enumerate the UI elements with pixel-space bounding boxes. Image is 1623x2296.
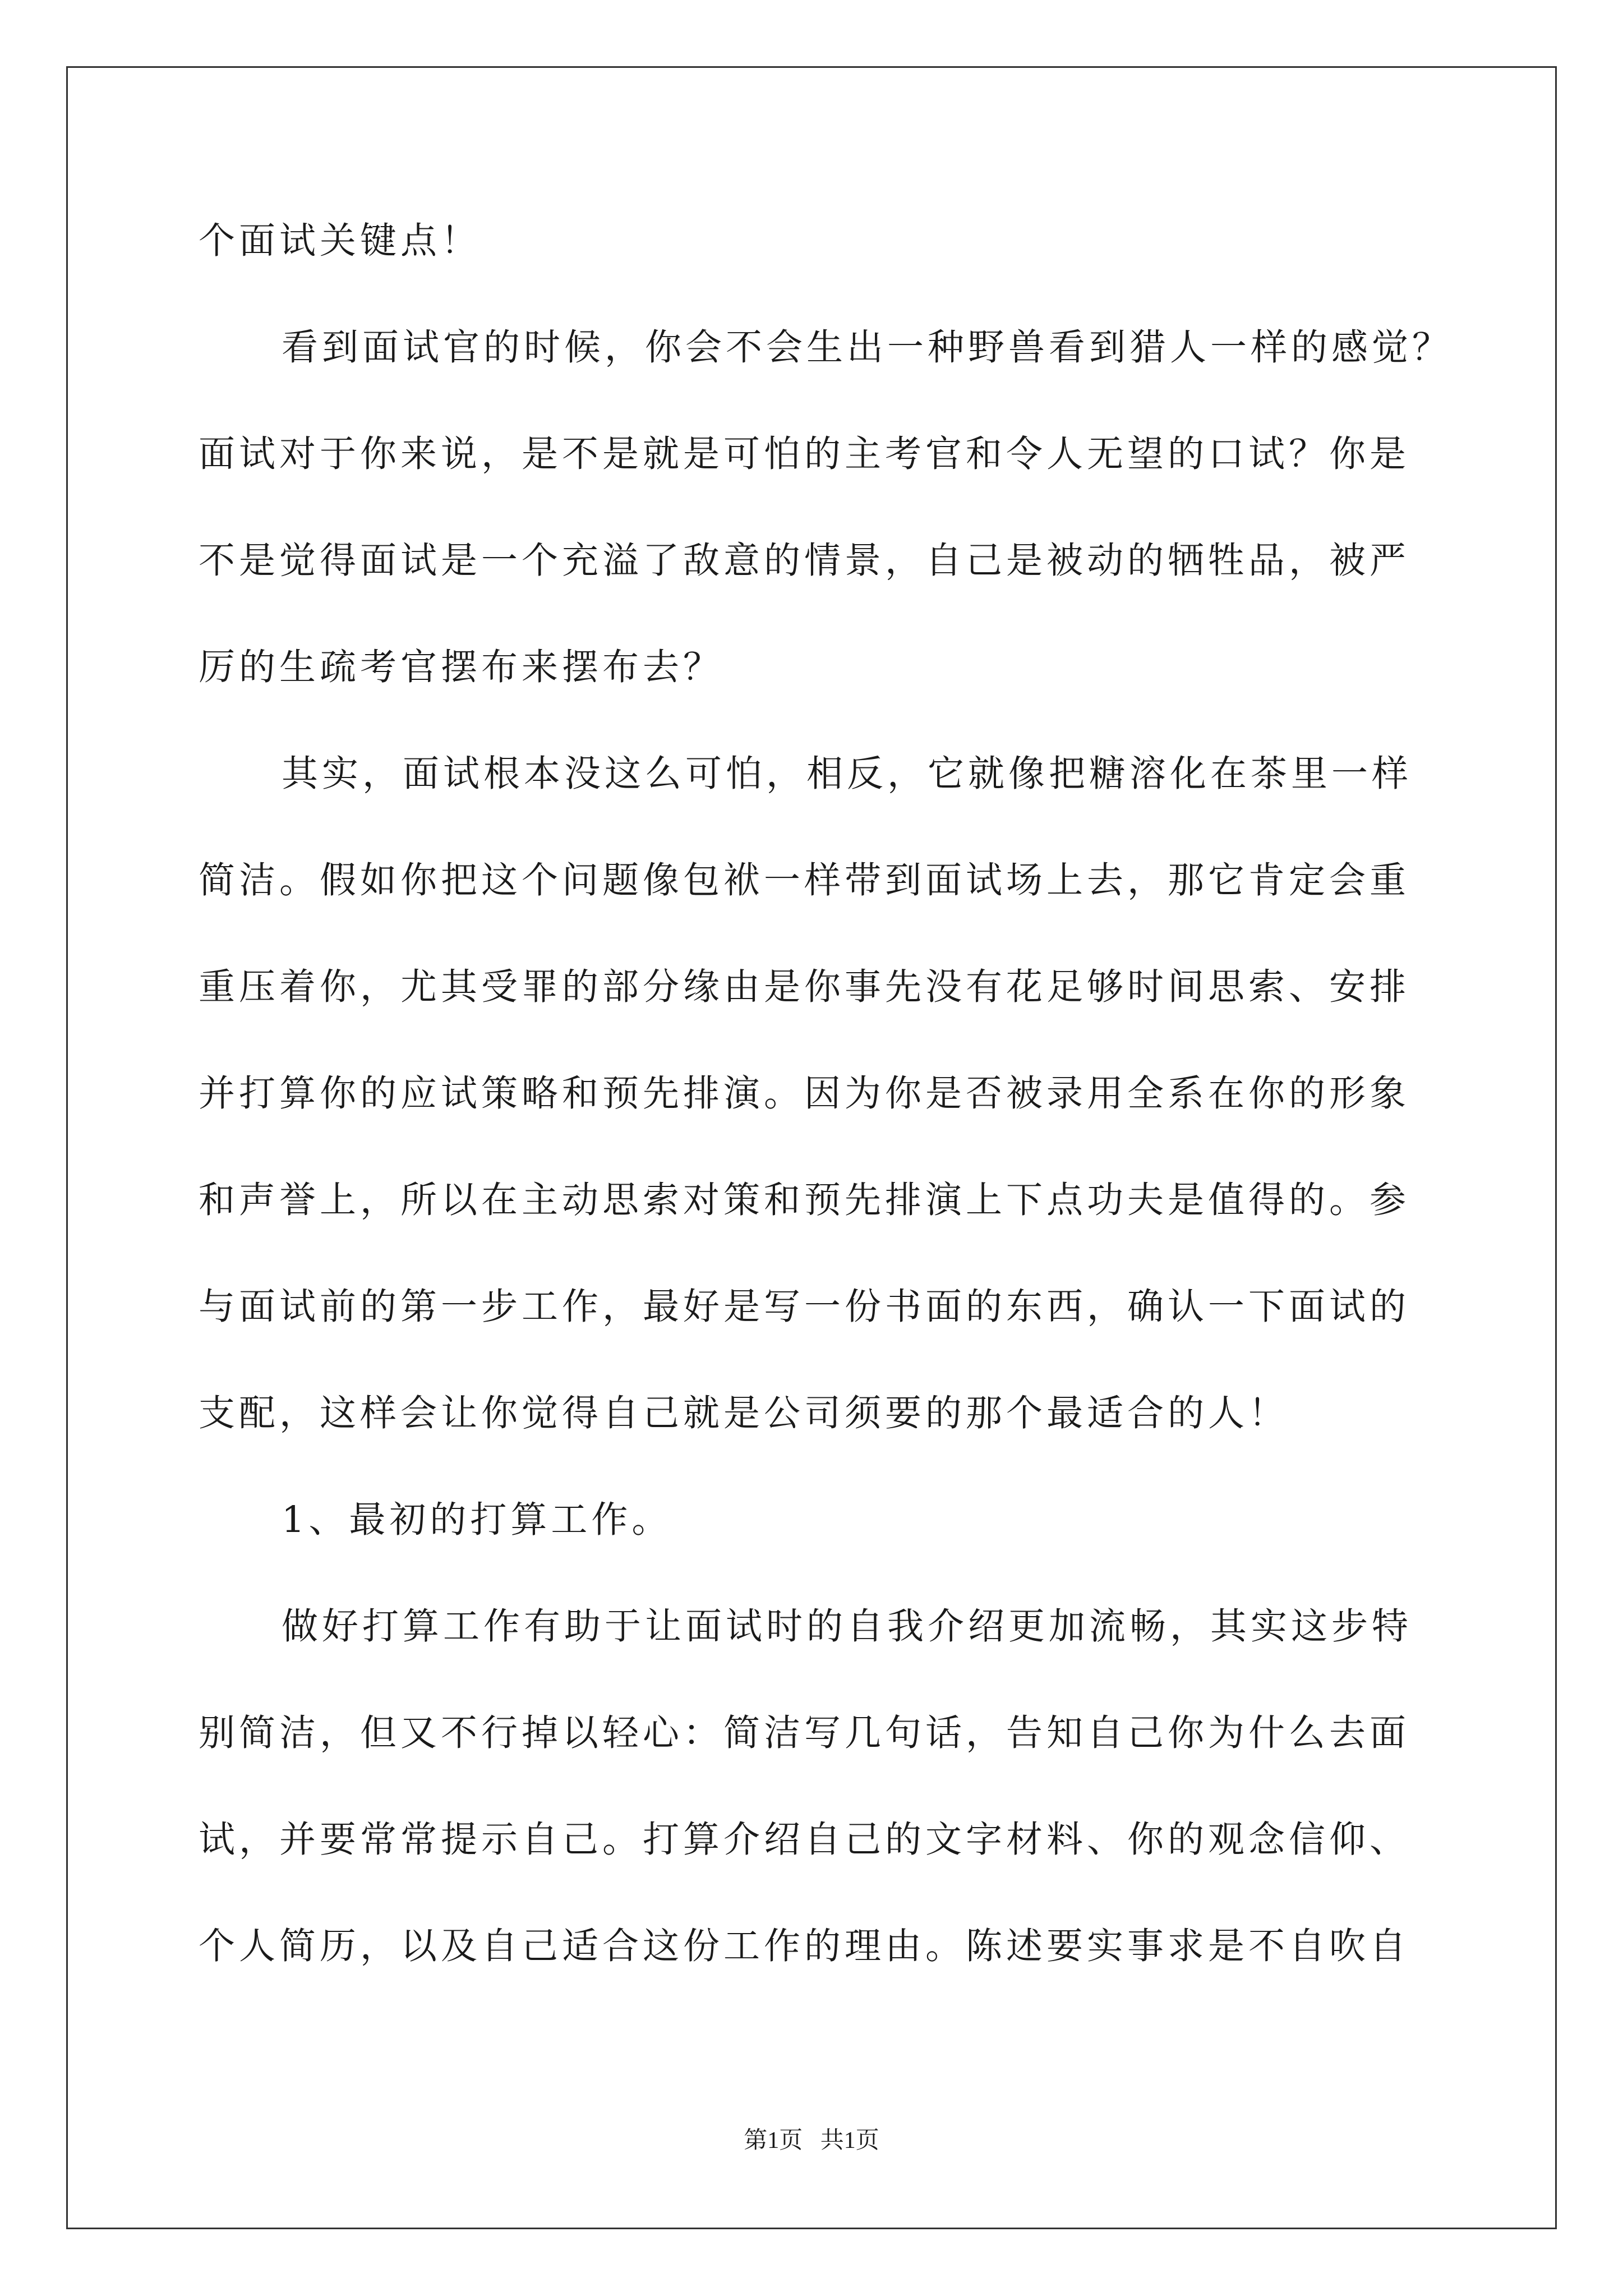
text-line: 其实，面试根本没这么可怕，相反，它就像把糖溶化在茶里一样 [282,753,1413,795]
text-line: 不是觉得面试是一个充溢了敌意的情景，自己是被动的牺牲品，被严 [199,540,1410,582]
text-line: 与面试前的第一步工作，最好是写一份书面的东西，确认一下面试的 [199,1286,1410,1328]
text-line: 看到面试官的时候，你会不会生出一种野兽看到猎人一样的感觉？ [282,326,1453,369]
text-line: 重压着你，尤其受罪的部分缘由是你事先没有花足够时间思索、安排 [199,966,1410,1008]
text-line: 1、最初的打算工作。 [282,1499,672,1541]
text-line: 别简洁，但又不行掉以轻心：简洁写几句话，告知自己你为什么去面 [199,1712,1410,1754]
text-line: 个人简历，以及自己适合这份工作的理由。陈述要实事求是不自吹自 [199,1925,1410,1967]
text-line: 并打算你的应试策略和预先排演。因为你是否被录用全系在你的形象 [199,1073,1410,1115]
text-line: 厉的生疏考官摆布来摆布去？ [199,646,724,688]
text-line: 做好打算工作有助于让面试时的自我介绍更加流畅，其实这步特 [282,1605,1413,1648]
text-line: 简洁。假如你把这个问题像包袱一样带到面试场上去，那它肯定会重 [199,859,1410,901]
text-line: 试，并要常常提示自己。打算介绍自己的文字材料、你的观念信仰、 [199,1819,1410,1861]
text-line: 面试对于你来说，是不是就是可怕的主考官和令人无望的口试？你是 [199,433,1410,475]
text-line: 个面试关键点！ [199,220,482,262]
text-line: 支配，这样会让你觉得自己就是公司须要的那个最适合的人！ [199,1392,1289,1434]
document-body [199,213,1453,2025]
text-line: 和声誉上，所以在主动思索对策和预先排演上下点功夫是值得的。参 [199,1179,1410,1221]
page-footer: 第1页 共1页 [744,2128,879,2154]
